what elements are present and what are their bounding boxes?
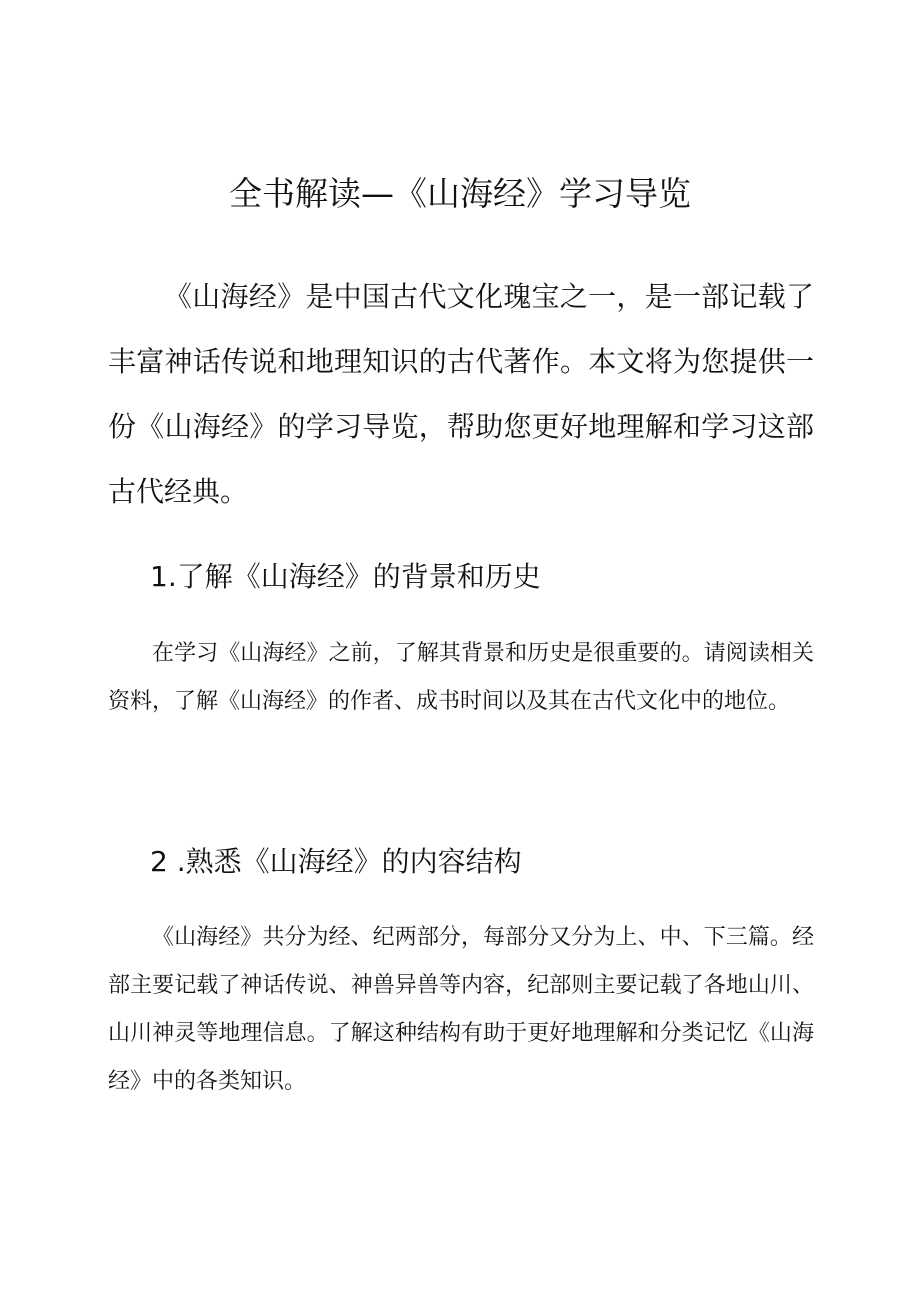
section-body-2: 《山海经》共分为经、纪两部分，每部分又分为上、中、下三篇。经部主要记载了神话传说、神兽异兽等内容，纪部则主要记载了各地山川、山川神灵等地理信息。了解这种结构有助于更好地理解和分类记忆《山海经》中的各类知识。 [108,925,814,1094]
section-body-1: 在学习《山海经》之前，了解其背景和历史是很重要的。请阅读相关资料，了解《山海经》的作者、成书时间以及其在古代文化中的地位。 [108,641,814,714]
document-title: 全书解读—《山海经》学习导览 [229,174,691,213]
section-heading-2: 2 .熟悉《山海经》的内容结构 [150,845,522,878]
intro-paragraph: 《山海经》是中国古代文化瑰宝之一，是一部记载了丰富神话传说和地理知识的古代著作。本文将为您提供一份《山海经》的学习导览，帮助您更好地理解和学习这部古代经典。 [108,280,814,508]
section-heading-1: 1.了解《山海经》的背景和历史 [150,560,541,593]
